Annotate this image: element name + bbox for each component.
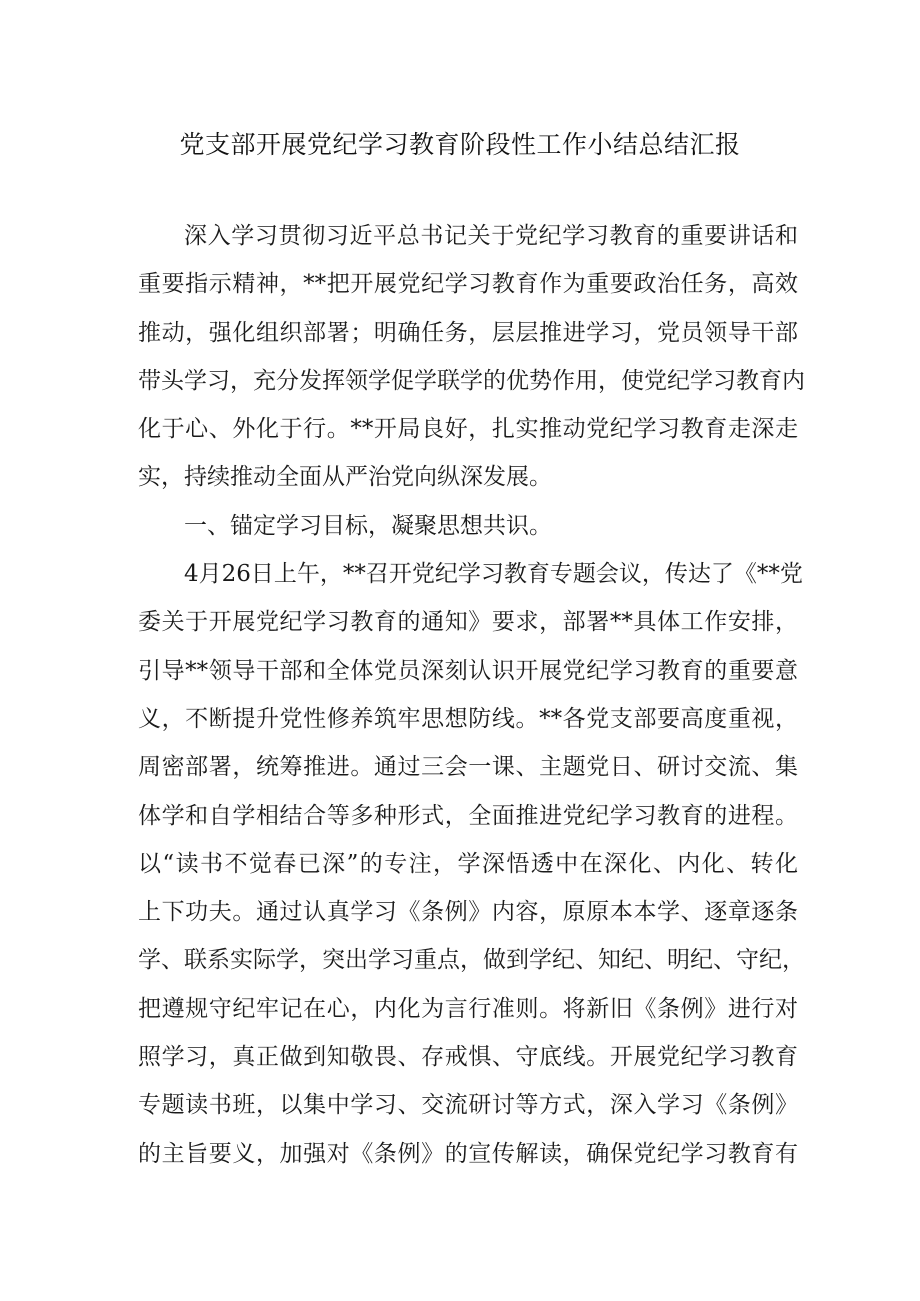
- document-body: [138, 212, 805, 1178]
- body-line: 化于心、外化于行。**开局良好，扎实推动党纪学习教育走深走: [138, 416, 798, 443]
- body-line: 体学和自学相结合等多种形式，全面推进党纪学习教育的进程。: [138, 802, 798, 829]
- body-line: 深入学习贯彻习近平总书记关于党纪学习教育的重要讲话和: [184, 223, 798, 249]
- body-line: 重要指示精神，**把开展党纪学习教育作为重要政治任务，高效: [138, 271, 798, 298]
- body-line: 照学习，真正做到知敬畏、存戒惧、守底线。开展党纪学习教育: [138, 1044, 798, 1071]
- body-line: 的主旨要义，加强对《条例》的宣传解读，确保党纪学习教育有: [138, 1140, 798, 1167]
- section-heading: 一、锚定学习目标，凝聚思想共识。: [184, 512, 552, 539]
- body-line: 4月26日上午，**召开党纪学习教育专题会议，传达了《**党: [184, 561, 803, 588]
- body-line: 以“读书不觉春已深”的专注，学深悟透中在深化、内化、转化: [138, 850, 798, 877]
- body-line: 引导**领导干部和全体党员深刻认识开展党纪学习教育的重要意: [138, 657, 798, 684]
- body-line: 专题读书班，以集中学习、交流研讨等方式，深入学习《条例》: [138, 1092, 798, 1119]
- body-line: 周密部署，统筹推进。通过三会一课、主题党日、研讨交流、集: [138, 754, 798, 781]
- body-line: 委关于开展党纪学习教育的通知》要求，部署**具体工作安排，: [138, 609, 798, 636]
- body-line: 实，持续推动全面从严治党向纵深发展。: [138, 464, 552, 491]
- body-line: 把遵规守纪牢记在心，内化为言行准则。将新旧《条例》进行对: [138, 995, 798, 1022]
- body-line: 学、联系实际学，突出学习重点，做到学纪、知纪、明纪、守纪，: [138, 947, 805, 974]
- body-line: 推动，强化组织部署；明确任务，层层推进学习，党员领导干部: [138, 319, 798, 346]
- body-line: 义，不断提升党性修养筑牢思想防线。**各党支部要高度重视，: [138, 705, 798, 732]
- document-title: 党支部开展党纪学习教育阶段性工作小结总结汇报: [179, 130, 741, 159]
- body-line: 上下功夫。通过认真学习《条例》内容，原原本本学、逐章逐条: [138, 899, 798, 926]
- body-line: 带头学习，充分发挥领学促学联学的优势作用，使党纪学习教育内: [138, 367, 805, 394]
